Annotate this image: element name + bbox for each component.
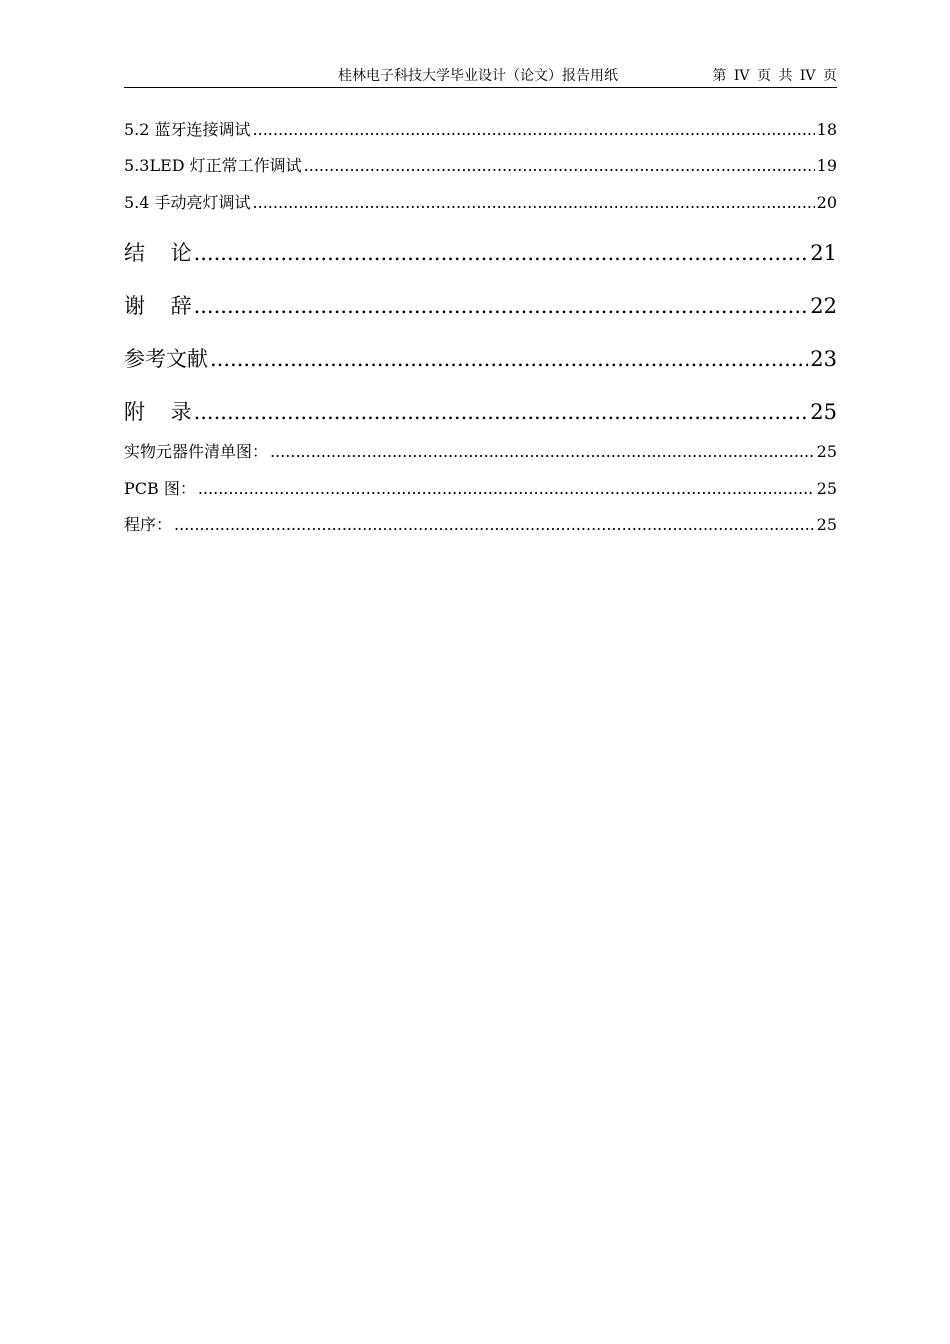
toc-entry-5-4[interactable]: [124, 190, 837, 212]
toc-entry-conclusion[interactable]: [124, 237, 837, 265]
toc-entry-page: 19: [816, 156, 837, 175]
toc-entry-page: 21: [810, 241, 837, 265]
toc-entry-label: 参考文献: [124, 347, 208, 371]
toc-entry-page: 20: [816, 193, 837, 212]
header-title: 桂林电子科技大学毕业设计（论文）报告用纸: [338, 68, 618, 84]
page-header: [124, 66, 837, 88]
toc-entry-references[interactable]: [124, 343, 837, 371]
toc-entry-label: 5.4 手动亮灯调试: [124, 193, 251, 212]
toc-entry-label: 谢 辞: [124, 294, 192, 318]
toc-leader-dots: [253, 193, 815, 212]
toc-leader-dots: [174, 515, 815, 534]
toc-entry-acknowledgement[interactable]: [124, 290, 837, 318]
toc-entry-program[interactable]: [124, 512, 837, 534]
toc-entry-page: 18: [816, 120, 837, 139]
toc-entry-pcb[interactable]: [124, 476, 837, 498]
toc-entry-page: 25: [816, 515, 837, 534]
toc-leader-dots: [198, 479, 815, 498]
toc-entry-5-2[interactable]: [124, 117, 837, 139]
toc-entry-component-list[interactable]: [124, 439, 837, 461]
toc-entry-label: 5.3LED 灯正常工作调试: [124, 156, 302, 175]
toc-entry-page: 22: [810, 294, 837, 318]
toc-entry-label: PCB 图：: [124, 479, 196, 498]
toc-entry-label: 附 录: [124, 400, 192, 424]
toc-leader-dots: [210, 347, 808, 371]
header-page-info: 第 IV 页 共 IV 页: [712, 68, 837, 84]
toc-entry-5-3[interactable]: [124, 153, 837, 175]
toc-entry-label: 实物元器件清单图：: [124, 442, 269, 461]
toc-leader-dots: [270, 442, 815, 461]
toc-entry-page: 25: [810, 400, 837, 424]
toc-entry-label: 程序：: [124, 515, 173, 534]
toc-entry-page: 23: [810, 347, 837, 371]
toc-entry-label: 结 论: [124, 241, 192, 265]
toc-leader-dots: [194, 294, 809, 318]
toc-entry-appendix[interactable]: [124, 396, 837, 424]
toc-entry-page: 25: [816, 479, 837, 498]
toc-leader-dots: [194, 241, 809, 265]
toc-leader-dots: [194, 400, 809, 424]
toc-leader-dots: [304, 156, 815, 175]
toc-entry-page: 25: [816, 442, 837, 461]
toc-entry-label: 5.2 蓝牙连接调试: [124, 120, 251, 139]
toc-leader-dots: [253, 120, 815, 139]
